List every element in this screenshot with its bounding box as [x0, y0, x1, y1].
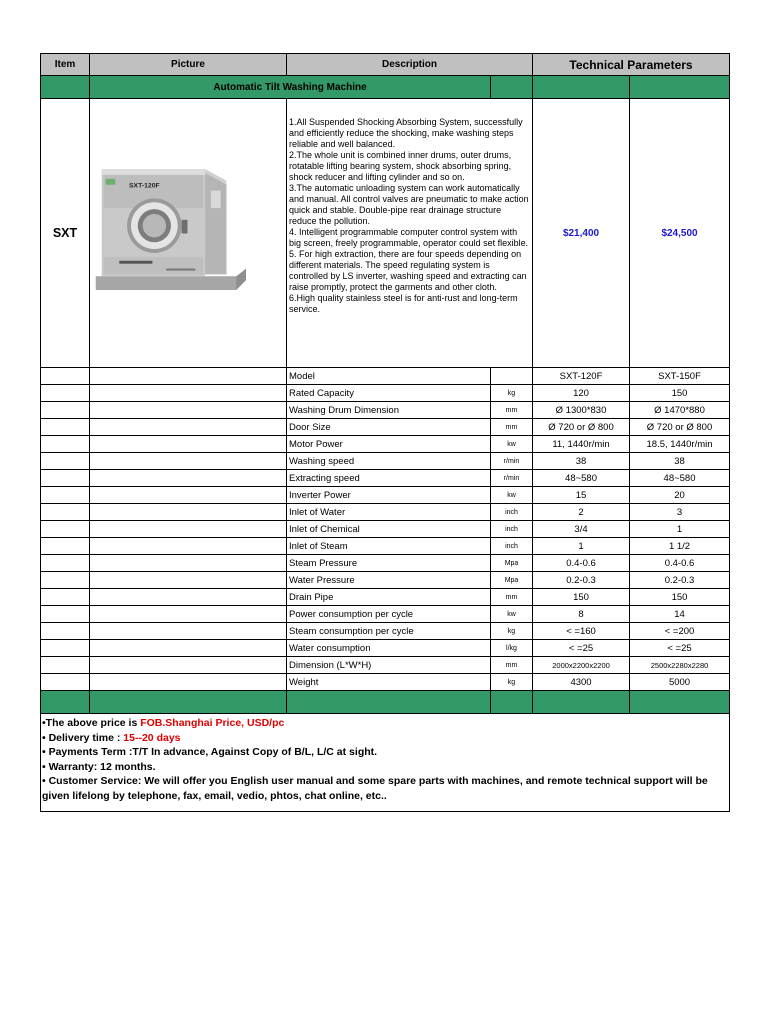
spec-value-model-2: < =200	[630, 623, 730, 640]
spec-empty-picture	[90, 470, 287, 487]
spec-empty-picture	[90, 640, 287, 657]
spec-value-model-2: 14	[630, 606, 730, 623]
quotation-table	[40, 53, 730, 714]
spec-name: Dimension (L*W*H)	[287, 657, 491, 674]
spec-empty-picture	[90, 402, 287, 419]
spec-value-model-1: 1	[533, 538, 630, 555]
spec-name: Inlet of Water	[287, 504, 491, 521]
spec-empty-picture	[90, 385, 287, 402]
spec-empty-item	[41, 402, 90, 419]
spec-value-model-2: 3	[630, 504, 730, 521]
spec-unit: Mpa	[491, 572, 533, 589]
product-description: 1.All Suspended Shocking Absorbing System, successfully and efficiently reduce the shocking, make washing steps reliable and well balanced. 2.The whole unit is combined inner drums, outer drums, rotatable lifting bearing system, shock absorbing spring, shock reducer and lifting cylinder and so on. 3.The automatic unloading system can work automatically and manual. All control valves are pneumatic to make action quick and stable. Double-pipe rear drainage structure reduce the pollution. 4. Intelligent programmable computer control system with big screen, freely programmable, operator could set flexible. 5. For high extraction, there are four speeds depending on different materials. The speed regulating system is controlled by LS inverter, washing speed and extracting can raise promptly, protect the garments and other cloth. 6.High quality stainless steel is for anti-rust and long-term service.	[287, 99, 533, 368]
price-currency: USD/pc	[247, 717, 285, 729]
spec-empty-picture	[90, 589, 287, 606]
spec-empty-picture	[90, 538, 287, 555]
spec-empty-picture	[90, 504, 287, 521]
spec-value-model-2: 38	[630, 453, 730, 470]
spec-empty-item	[41, 623, 90, 640]
spec-empty-item	[41, 521, 90, 538]
header-description: Description	[287, 54, 533, 76]
spec-empty-item	[41, 419, 90, 436]
spec-value-model-1: Ø 1300*830	[533, 402, 630, 419]
spec-value-model-2: Ø 1470*880	[630, 402, 730, 419]
spec-empty-item	[41, 487, 90, 504]
section-title-row	[41, 76, 730, 99]
spec-value-model-1: 48~580	[533, 470, 630, 487]
spec-empty-item	[41, 555, 90, 572]
spec-row	[41, 538, 730, 555]
spec-empty-picture	[90, 657, 287, 674]
spec-name: Weight	[287, 674, 491, 691]
spec-name: Inlet of Chemical	[287, 521, 491, 538]
spec-empty-item	[41, 589, 90, 606]
spec-value-model-1: 11, 1440r/min	[533, 436, 630, 453]
spec-row	[41, 606, 730, 623]
spec-empty-item	[41, 606, 90, 623]
spec-value-model-1: SXT-120F	[533, 368, 630, 385]
spec-name: Inverter Power	[287, 487, 491, 504]
price-model-2: $24,500	[630, 99, 730, 368]
spec-empty-picture	[90, 674, 287, 691]
spec-value-model-2: 20	[630, 487, 730, 504]
spec-empty-item	[41, 504, 90, 521]
spec-name: Inlet of Steam	[287, 538, 491, 555]
spec-unit: inch	[491, 521, 533, 538]
spec-value-model-1: 15	[533, 487, 630, 504]
spec-empty-item	[41, 538, 90, 555]
spec-row	[41, 674, 730, 691]
spec-row	[41, 657, 730, 674]
spec-value-model-1: 2	[533, 504, 630, 521]
spec-value-model-2: 5000	[630, 674, 730, 691]
spec-unit: kw	[491, 606, 533, 623]
spec-value-model-1: 150	[533, 589, 630, 606]
spec-row	[41, 589, 730, 606]
spec-unit: kg	[491, 385, 533, 402]
header-picture: Picture	[90, 54, 287, 76]
spec-row	[41, 402, 730, 419]
spec-unit: kw	[491, 487, 533, 504]
spec-row	[41, 504, 730, 521]
spec-value-model-2: 150	[630, 589, 730, 606]
spec-empty-item	[41, 640, 90, 657]
spec-value-model-1: < =25	[533, 640, 630, 657]
spec-row	[41, 436, 730, 453]
delivery-value: 15--20 days	[123, 731, 181, 744]
spec-empty-picture	[90, 606, 287, 623]
spec-row	[41, 453, 730, 470]
header-row	[41, 54, 730, 76]
spec-row	[41, 572, 730, 589]
note-payment: • Payments Term :T/T In advance, Against Copy of B/L, L/C at sight.	[42, 746, 378, 758]
spec-name: Water consumption	[287, 640, 491, 657]
spec-name: Model	[287, 368, 491, 385]
spec-unit: l/kg	[491, 640, 533, 657]
price-model-1: $21,400	[533, 99, 630, 368]
product-row	[41, 99, 730, 368]
spec-value-model-2: 48~580	[630, 470, 730, 487]
spec-empty-item	[41, 453, 90, 470]
spec-value-model-1: 4300	[533, 674, 630, 691]
spec-value-model-2: Ø 720 or Ø 800	[630, 419, 730, 436]
spec-empty-item	[41, 385, 90, 402]
spec-row	[41, 487, 730, 504]
quotation-sheet	[40, 53, 729, 812]
spec-value-model-1: 38	[533, 453, 630, 470]
spec-value-model-2: 18.5, 1440r/min	[630, 436, 730, 453]
spec-row	[41, 368, 730, 385]
spec-value-model-2: 0.4-0.6	[630, 555, 730, 572]
spec-name: Power consumption per cycle	[287, 606, 491, 623]
spec-name: Drain Pipe	[287, 589, 491, 606]
spec-row	[41, 640, 730, 657]
spec-value-model-1: 120	[533, 385, 630, 402]
spec-empty-picture	[90, 521, 287, 538]
spec-name: Motor Power	[287, 436, 491, 453]
spec-unit: inch	[491, 504, 533, 521]
spec-name: Steam consumption per cycle	[287, 623, 491, 640]
spec-unit: kg	[491, 674, 533, 691]
spec-empty-picture	[90, 368, 287, 385]
item-code: SXT	[41, 99, 90, 368]
spec-empty-item	[41, 674, 90, 691]
spec-value-model-2: 1 1/2	[630, 538, 730, 555]
product-picture-cell	[90, 99, 287, 368]
note-warranty: • Warranty: 12 months.	[42, 760, 156, 773]
spec-value-model-2: 0.2-0.3	[630, 572, 730, 589]
spec-name: Washing speed	[287, 453, 491, 470]
spec-empty-picture	[90, 555, 287, 572]
machine-model-label: SXT-120F	[129, 182, 160, 190]
spec-value-model-2: 1	[630, 521, 730, 538]
note-price: •The above price is FOB.Shanghai Price, USD/pc	[42, 717, 285, 729]
spec-value-model-1: 2000x2200x2200	[533, 657, 630, 674]
terms-notes	[40, 714, 730, 812]
spec-empty-item	[41, 368, 90, 385]
spec-value-model-1: 0.4-0.6	[533, 555, 630, 572]
spec-name: Steam Pressure	[287, 555, 491, 572]
spec-value-model-2: < =25	[630, 640, 730, 657]
note-service: • Customer Service: We will offer you English user manual and some spare parts with machines, and remote technical support will be given lifelong by telephone, fax, email, vedio, phtos, chat online, etc..	[42, 775, 708, 802]
spec-empty-item	[41, 657, 90, 674]
spec-unit: mm	[491, 402, 533, 419]
spec-empty-item	[41, 470, 90, 487]
spec-name: Extracting speed	[287, 470, 491, 487]
spec-value-model-1: 3/4	[533, 521, 630, 538]
spec-row	[41, 521, 730, 538]
spec-unit: r/min	[491, 453, 533, 470]
spec-empty-item	[41, 572, 90, 589]
header-item: Item	[41, 54, 90, 76]
spec-empty-picture	[90, 623, 287, 640]
spec-value-model-2: 2500x2280x2280	[630, 657, 730, 674]
spec-row	[41, 623, 730, 640]
spec-value-model-2: 150	[630, 385, 730, 402]
section-title: Automatic Tilt Washing Machine	[90, 76, 491, 99]
spec-unit: r/min	[491, 470, 533, 487]
footer-band-row	[41, 691, 730, 714]
spec-empty-item	[41, 436, 90, 453]
spec-unit: mm	[491, 419, 533, 436]
spec-name: Rated Capacity	[287, 385, 491, 402]
washing-machine-image	[90, 151, 246, 313]
spec-empty-picture	[90, 487, 287, 504]
spec-empty-picture	[90, 419, 287, 436]
spec-empty-picture	[90, 572, 287, 589]
spec-unit: Mpa	[491, 555, 533, 572]
spec-unit: kg	[491, 623, 533, 640]
spec-value-model-1: 8	[533, 606, 630, 623]
note-delivery: • Delivery time : 15--20 days	[42, 731, 181, 744]
spec-value-model-1: < =160	[533, 623, 630, 640]
spec-empty-picture	[90, 453, 287, 470]
spec-table-body	[41, 368, 730, 691]
spec-unit: inch	[491, 538, 533, 555]
spec-name: Door Size	[287, 419, 491, 436]
spec-row	[41, 555, 730, 572]
spec-unit	[491, 368, 533, 385]
spec-name: Water Pressure	[287, 572, 491, 589]
spec-row	[41, 419, 730, 436]
spec-unit: kw	[491, 436, 533, 453]
spec-value-model-2: SXT-150F	[630, 368, 730, 385]
spec-value-model-1: Ø 720 or Ø 800	[533, 419, 630, 436]
spec-empty-picture	[90, 436, 287, 453]
spec-row	[41, 470, 730, 487]
spec-name: Washing Drum Dimension	[287, 402, 491, 419]
spec-value-model-1: 0.2-0.3	[533, 572, 630, 589]
price-terms: FOB.Shanghai Price	[140, 717, 242, 729]
spec-unit: mm	[491, 657, 533, 674]
spec-unit: mm	[491, 589, 533, 606]
header-technical-parameters: Technical Parameters	[533, 54, 730, 76]
spec-row	[41, 385, 730, 402]
